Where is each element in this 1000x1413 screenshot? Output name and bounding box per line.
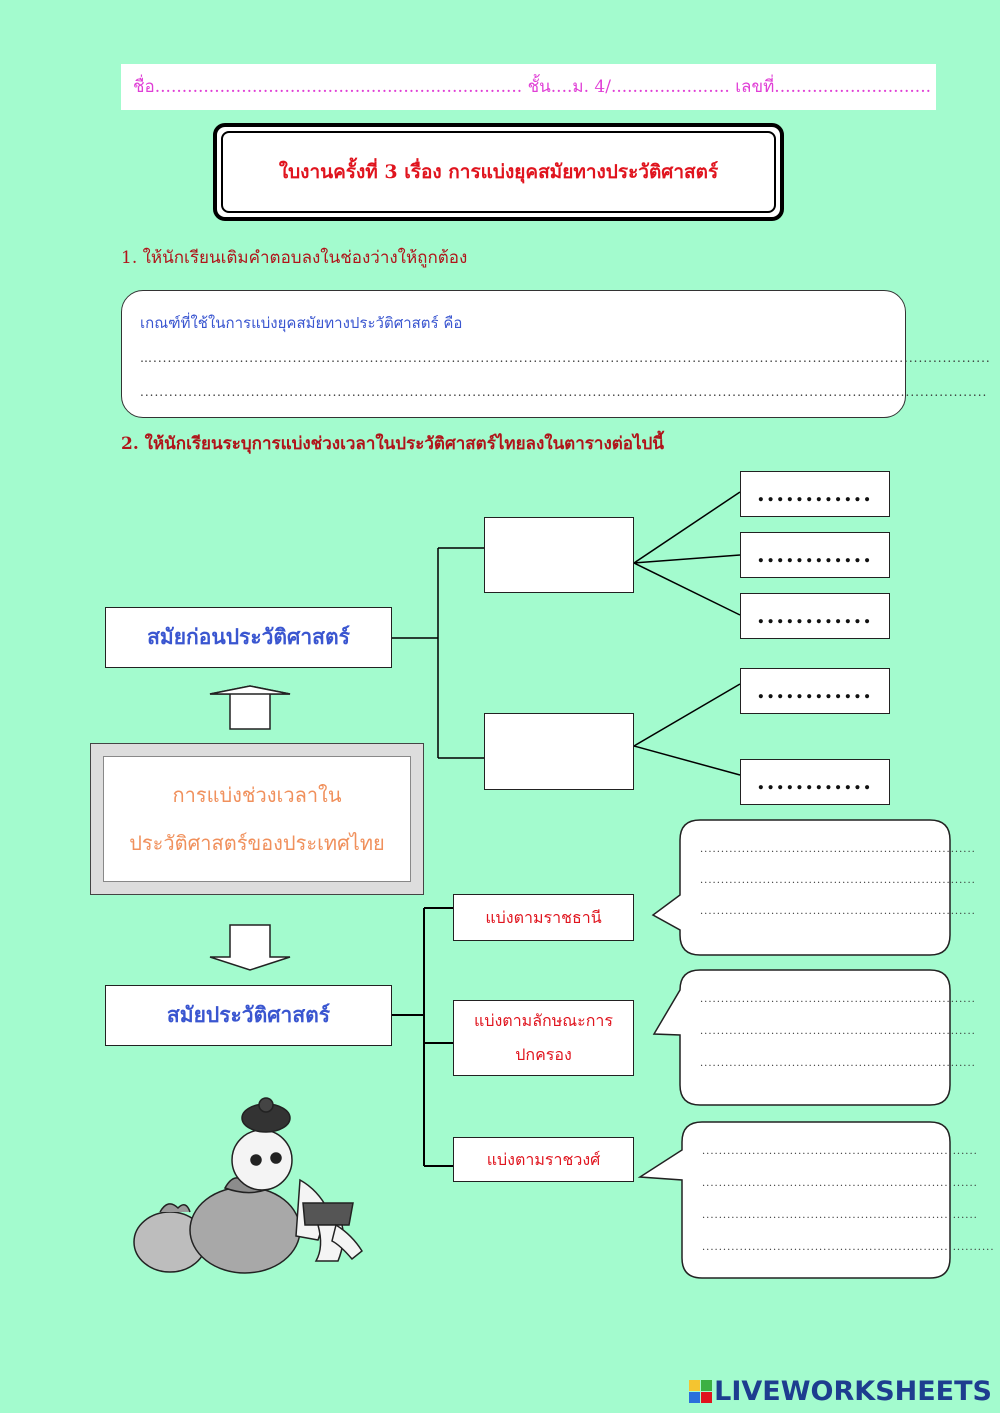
bubble-3-lines[interactable] [682,1122,995,1278]
question-1-prompt: 1. ให้นักเรียนเติมคำตอบลงในช่องว่างให้ถูกต้อง [121,248,468,268]
criteria-label: เกณฑ์ที่ใช้ในการแบ่งยุคสมัยทางประวัติศาสตร์ คือ [140,314,463,332]
logo-badge-icon [689,1380,712,1403]
bubble-2-line-2[interactable]: .................................................................. [700,1026,976,1037]
answer-line-1[interactable]: ….............................................................................................................................................................................. [140,351,991,365]
bubble-1-line-2[interactable]: .................................................................. [700,875,976,886]
student-info-line: ชื่อ.................................................................... ชั้น....ม. 4/...................... เลขที่............................. [121,64,936,110]
bubble-2-lines[interactable] [680,970,976,1105]
liveworksheets-logo [689,1376,992,1407]
bubble-2-line-3[interactable]: .................................................................. [700,1058,976,1069]
by-government-line-1: แบ่งตามลักษณะการ [474,1011,613,1030]
bubble-3-line-4[interactable]: ...................................................................... [702,1242,995,1253]
blank-answer-1[interactable]: ............ [740,471,890,517]
bubble-1-lines[interactable] [680,820,976,955]
bubble-1-line-1[interactable]: .................................................................. [700,844,976,855]
question-2-prompt: 2. ให้นักเรียนระบุการแบ่งช่วงเวลาในประวัติศาสตร์ไทยลงในตารางต่อไปนี้ [121,434,664,454]
bubble-1-line-3[interactable]: .................................................................. [700,906,976,917]
blank-answer-4[interactable]: ............ [740,668,890,714]
bubble-3-line-1[interactable]: .................................................................. [702,1146,978,1157]
blank-answer-2[interactable]: ............ [740,532,890,578]
blank-answer-3[interactable]: ............ [740,593,890,639]
bubble-3-line-2[interactable]: .................................................................. [702,1178,978,1189]
bubble-2-line-1[interactable]: .................................................................. [700,994,976,1005]
central-topic-line-2: ประวัติศาสตร์ของประเทศไทย [129,831,385,855]
answer-line-2[interactable]: ................................................................................................................................................................................ [140,385,988,399]
prehistoric-period-box: สมัยก่อนประวัติศาสตร์ [105,607,392,668]
by-government-box [453,1000,634,1076]
by-government-line-2: ปกครอง [515,1045,572,1064]
by-capital-box: แบ่งตามราชธานี [453,894,634,941]
blank-answer-5[interactable]: ............ [740,759,890,805]
logo-text: LIVEWORKSHEETS [714,1376,992,1407]
prehistoric-subperiod-box-1[interactable] [484,517,634,593]
central-topic-face [103,756,411,882]
down-arrow-icon [210,925,290,970]
cartoon-child-illustration [134,1098,362,1273]
historic-period-box: สมัยประวัติศาสตร์ [105,985,392,1046]
by-dynasty-box: แบ่งตามราชวงศ์ [453,1137,634,1182]
central-topic-box [90,743,424,895]
central-topic-line-1: การแบ่งช่วงเวลาใน [172,783,342,807]
bubble-3-line-3[interactable]: .................................................................. [702,1210,978,1221]
worksheet-title: ใบงานครั้งที่ 3 เรื่อง การแบ่งยุคสมัยทางประวัติศาสตร์ [221,131,776,213]
prehistoric-subperiod-box-2[interactable] [484,713,634,790]
